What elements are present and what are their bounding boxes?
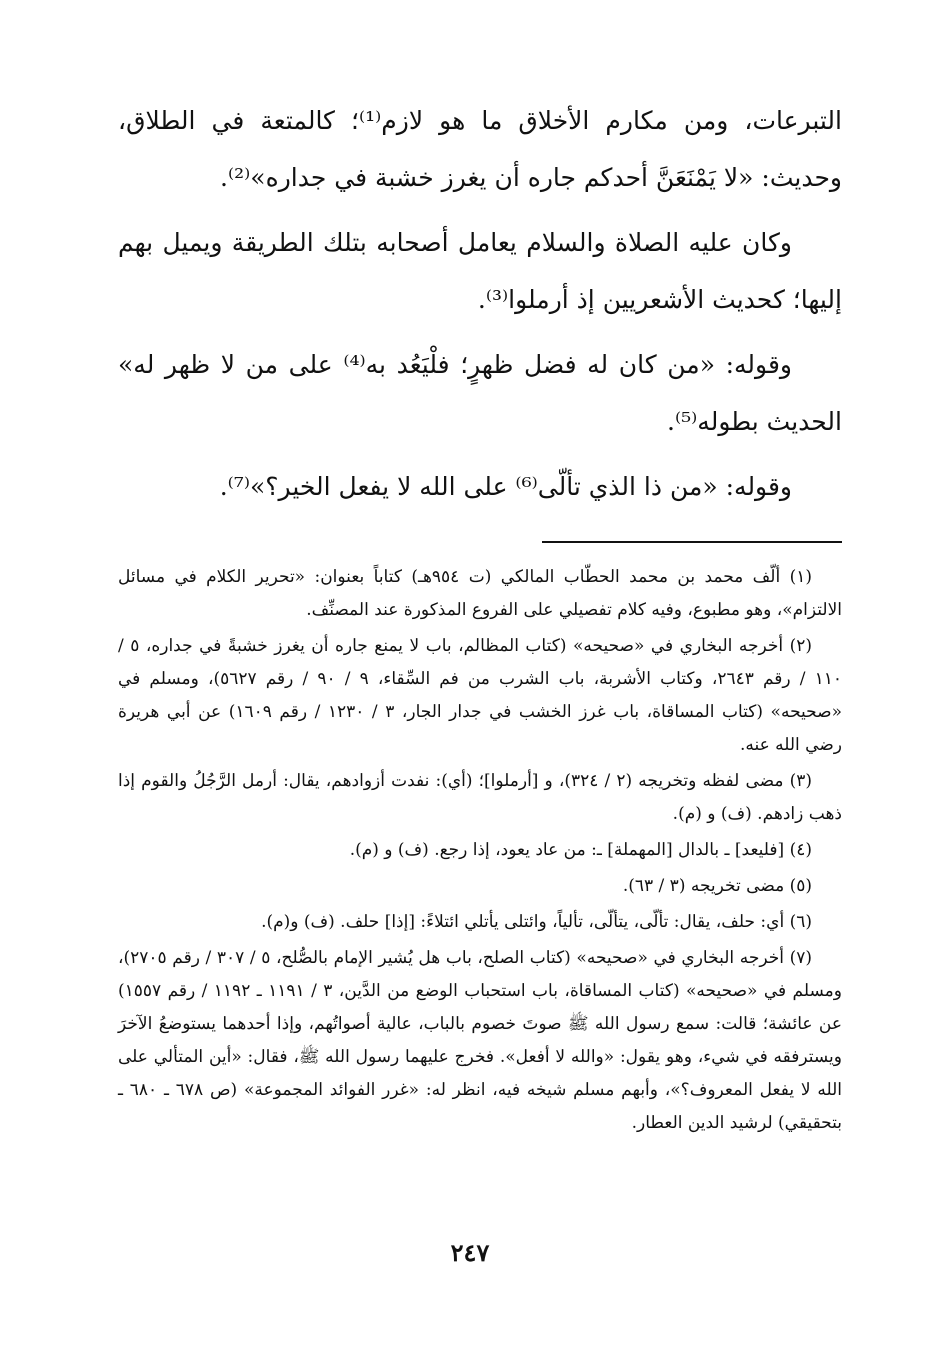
footnote-separator bbox=[542, 541, 842, 543]
main-paragraph-1: التبرعات، ومن مكارم الأخلاق ما هو لازم⁽¹⁾؛ كالمتعة في الطلاق، وحديث: «لا يَمْنَعَنَّ أحدكم جاره أن يغرز خشبة في جداره»⁽²⁾. bbox=[118, 106, 842, 192]
footnote-3: (٣) مضى لفظه وتخريجه (٢ / ٣٢٤)، و [أرملوا]؛ (أي): نفدت أزوادهم، يقال: أرمل الرَّجُلُ والقوم إذا ذهب زادهم. (ف) و (م). bbox=[118, 771, 842, 824]
footnote-2: (٢) أخرجه البخاري في «صحيحه» (كتاب المظالم، باب لا يمنع جاره أن يغرز خشبةً في جداره، ٥ / ١١٠ / رقم ٢٦٤٣، وكتاب الأشربة، باب الشرب من فم السِّقاء، ٩ / ٩٠ / رقم ٥٦٢٧)، ومسلم في «صحيحه» (كتاب المساقاة، باب غرز الخشب في جدار الجار، ٣ / ١٢٣٠ / رقم ١٦٠٩) عن أبي هريرة رضي الله عنه. bbox=[118, 636, 842, 755]
footnote-7: (٧) أخرجه البخاري في «صحيحه» (كتاب الصلح، باب هل يُشير الإمام بالصُّلح، ٥ / ٣٠٧ / رقم ٢٧٠٥)، ومسلم في «صحيحه» (كتاب المساقاة، باب استحباب الوضع من الدَّين، ٣ / ١١٩١ ـ ١١٩٢ / رقم ١٥٥٧) عن عائشة؛ قالت: سمع رسول الله ﷺ صوتَ خصوم بالباب، عالية أصواتُهم، وإذا أحدهما يستوضعُ الآخرَ ويسترفقه في شيء، وهو يقول: «والله لا أفعل». فخرج عليهما رسول الله ﷺ، فقال: «أين المتألي على الله لا يفعل المعروف؟»، وأبهم مسلم شيخه فيه، انظر له: «غرر الفوائد المجموعة» (ص ٦٧٨ ـ ٦٨٠ ـ بتحقيقي) لرشيد الدين العطار. bbox=[118, 948, 842, 1133]
footnote-4: (٤) [فليعد] ـ بالدال [المهملة] ـ: من عاد يعود، إذا رجع. (ف) و (م). bbox=[349, 840, 812, 860]
main-paragraph-2: وكان عليه الصلاة والسلام يعامل أصحابه بتلك الطريقة ويميل بهم إليها؛ كحديث الأشعريين إذ أرملوا⁽³⁾. bbox=[118, 228, 842, 314]
main-text bbox=[118, 92, 842, 515]
footnote-6: (٦) أي: حلف، يقال: تألّى، يتألّى، تألياً، وائتلى يأتلي ائتلاءً: [إذا] حلف. (ف) و(م). bbox=[261, 912, 812, 932]
main-paragraph-3: وقوله: «من كان له فضل ظهرٍ؛ فلْيَعُد به⁽⁴⁾ على من لا ظهر له» الحديث بطوله⁽⁵⁾. bbox=[118, 350, 842, 436]
page-number: ٢٤٧ bbox=[450, 1238, 490, 1267]
page-body bbox=[118, 92, 842, 1143]
footnote-1: (١) ألّف محمد بن محمد الحطّاب المالكي (ت ٩٥٤هـ) كتاباً بعنوان: «تحرير الكلام في مسائل الالتزام»، وهو مطبوع، وفيه كلام تفصيلي على الفروع المذكورة عند المصنِّف. bbox=[118, 567, 842, 620]
footnote-5: (٥) مضى تخريجه (٣ / ٦٣). bbox=[622, 876, 812, 896]
main-paragraph-4: وقوله: «من ذا الذي تألّى⁽⁶⁾ على الله لا يفعل الخير؟»⁽⁷⁾. bbox=[219, 472, 792, 501]
footnotes bbox=[118, 561, 842, 1140]
